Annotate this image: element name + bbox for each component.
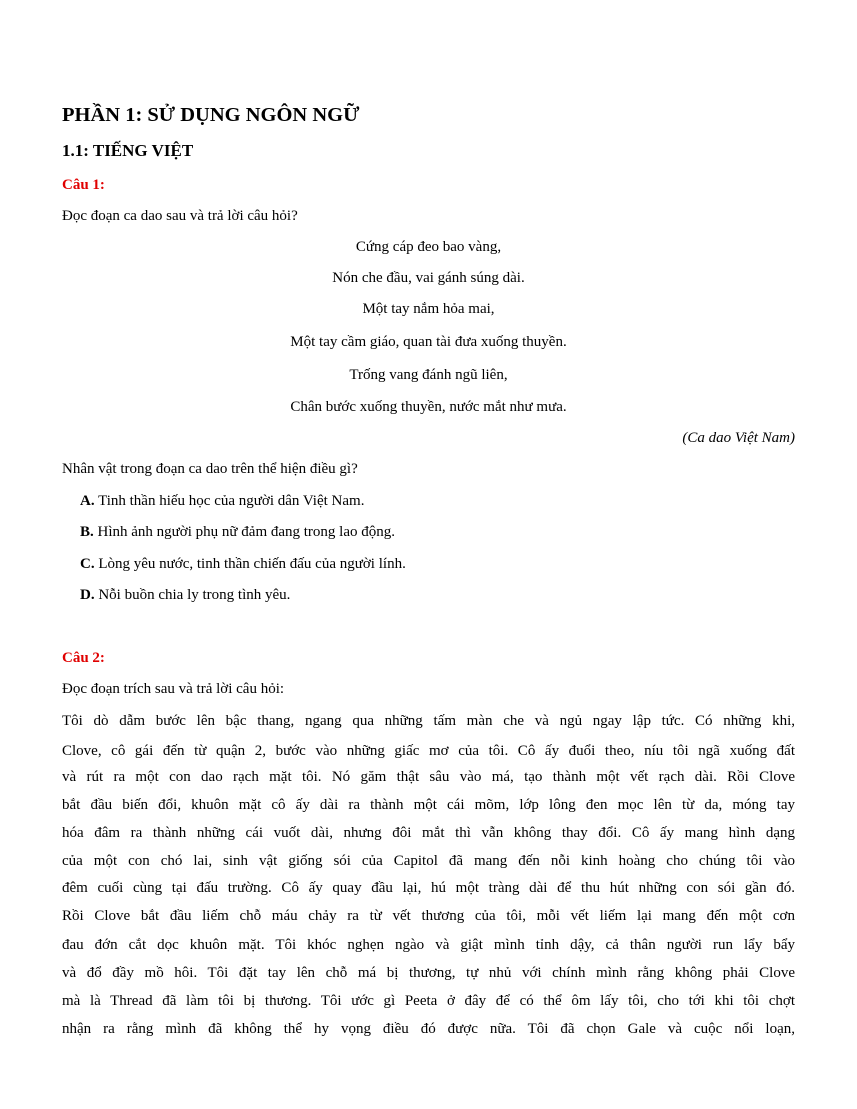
question-2-prompt: Đọc đoạn trích sau và trả lời câu hỏi:	[62, 681, 285, 697]
passage-line: Clove, cô gái đến từ quận 2, bước vào những giấc mơ của tôi. Cô ấy đuổi theo, níu tôi ngã xuống đất	[62, 743, 795, 759]
question-1-prompt: Đọc đoạn ca dao sau và trả lời câu hỏi?	[62, 208, 298, 224]
answer-option-d[interactable]	[80, 584, 290, 606]
poem-line: Chân bước xuống thuyền, nước mắt như mưa.	[290, 399, 567, 415]
passage-line: nhận ra rằng mình đã không thể hy vọng điều đó được nữa. Tôi đã chọn Gale và cuộc nổi loạn,	[62, 1021, 795, 1037]
option-letter: A.	[80, 493, 95, 509]
passage-line: đau đớn cắt dọc khuôn mặt. Tôi khóc nghẹn ngào và giật mình tỉnh dậy, cả thân người run lẩy bẩy	[62, 937, 795, 953]
passage-line: và đổ đầy mồ hôi. Tôi đặt tay lên chỗ má bị thương, tự nhủ với chính mình rằng không phải Clove	[62, 965, 795, 981]
passage-line: và rút ra một con dao rạch mặt tôi. Nó găm thật sâu vào má, tạo thành một vết rạch dài. Rồi Clove	[62, 769, 795, 785]
poem-line: Cứng cáp đeo bao vàng,	[355, 239, 502, 255]
part-title: PHẦN 1: SỬ DỤNG NGÔN NGỮ	[62, 104, 360, 126]
option-text: Tinh thần hiếu học của người dân Việt Nam.	[98, 493, 365, 509]
question-2-label: Câu 2:	[62, 650, 105, 666]
passage-line: mà là Thread đã làm tôi bị thương. Tôi ước gì Peeta ở đây để có thể ôm lấy tôi, cho tới khi tôi chợt	[62, 993, 795, 1009]
poem-line: Một tay cầm giáo, quan tài đưa xuống thuyền.	[290, 334, 567, 350]
passage-line: đêm cuối cùng tại đấu trường. Cô ấy quay đầu lại, hú một tràng dài để thu hút những con sói gần đó.	[62, 880, 795, 896]
question-1-text: Nhân vật trong đoạn ca dao trên thể hiện điều gì?	[62, 461, 358, 477]
option-letter: B.	[80, 524, 94, 540]
passage-line: hóa đâm ra thành những cái vuốt dài, nhưng đôi mắt thì vẫn không thay đổi. Cô ấy mang hình dạng	[62, 825, 795, 841]
answer-option-a[interactable]	[80, 490, 364, 512]
poem-source: (Ca dao Việt Nam)	[682, 430, 795, 446]
passage-line: Rồi Clove bắt đầu liếm chỗ máu chảy ra từ vết thương của tôi, mỗi vết liếm lại mang đến một cơn	[62, 908, 795, 924]
option-letter: D.	[80, 587, 95, 603]
option-letter: C.	[80, 556, 95, 572]
poem-line: Một tay nắm hỏa mai,	[362, 301, 495, 317]
option-text: Nỗi buồn chia ly trong tình yêu.	[98, 587, 291, 603]
answer-option-b[interactable]	[80, 521, 395, 543]
passage-line: của một con chó lai, sinh vật giống sói của Capitol đã mang đến nỗi kinh hoàng cho chúng tôi vào	[62, 853, 795, 869]
poem-line: Trống vang đánh ngũ liên,	[349, 367, 508, 383]
answer-option-c[interactable]	[80, 553, 406, 575]
poem-line: Nón che đầu, vai gánh súng dài.	[332, 270, 525, 286]
passage-line: Tôi dò dẫm bước lên bậc thang, ngang qua những tấm màn che và ngủ ngay lập tức. Có những khi,	[62, 713, 795, 729]
option-text: Lòng yêu nước, tinh thần chiến đấu của người lính.	[98, 556, 406, 572]
question-1-label: Câu 1:	[62, 177, 105, 193]
option-text: Hình ảnh người phụ nữ đảm đang trong lao động.	[97, 524, 396, 540]
section-title: 1.1: TIẾNG VIỆT	[62, 141, 194, 160]
passage-line: bắt đầu biến đổi, khuôn mặt cô ấy dài ra thành một cái mõm, lớp lông đen mọc lên từ da, móng tay	[62, 797, 795, 813]
